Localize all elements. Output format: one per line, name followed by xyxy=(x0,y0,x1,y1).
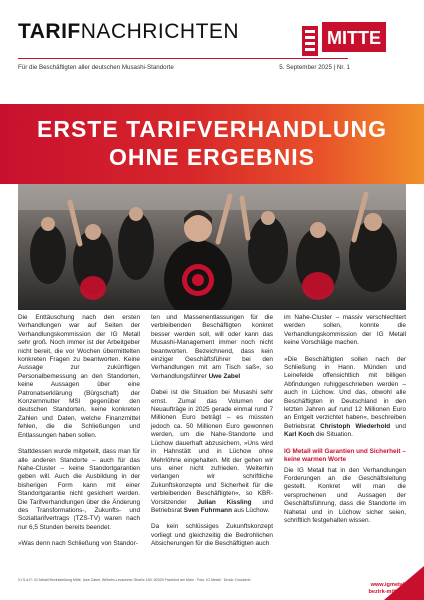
paragraph-text: Dabei ist die Situation bei Musashi sehr ernst. Zumal das Volumen der Neuaufträge in 2025 gerade einmal rund 7 Millionen Euro beträgt – es müssten jedoch ca. 50 Millionen Euro gewonnen werden, um die Nahe-Standorte und Lüchow dauerhaft abzusichern, »Uns wird in Hahnstätt und in Lüchow ohne Mehrlöhne eingehalten. Mit der gehen wir uns einer nicht zufrieden. Weiterhin verlangen wir schriftliche Zukunftskonzepte und Sicherheit für die verbleibenden Beschäftigten«, so KBR-Vorsitzender xyxy=(151,389,273,506)
article-column-2 xyxy=(151,314,273,557)
section-subheading xyxy=(284,448,406,465)
paragraph-text: ten und Massenentlassungen für die verbleibenden Beschäftigten konkret besser werden soll, will oder kann das Musashi-Management immer noch nicht beantworten. Bezeichnend, dass kein einziger Geschäftsführer bei den Verhandlungen mit am Tisch saß«, so Verhandlungsführer xyxy=(151,314,273,380)
publication-title xyxy=(18,20,239,44)
corner-accent xyxy=(384,566,424,600)
region-wordmark xyxy=(322,18,386,58)
person-name: Julian Kissling xyxy=(197,498,252,506)
paragraph-text: und xyxy=(395,422,406,430)
person-name: Christoph Wiederhold xyxy=(320,422,391,430)
paragraph-text: »Die Beschäftigten sollen nach der Schließung in Hann. Münden und Leinefelde offensichtlich mit billigen Abfindungen ruhiggeschrieben werden – auch in Lüchow. Und das, obwohl alle Beschäftigten in Deutschland in den letzten Jahren auf rund 12 Millionen Euro an Entgelt verzichtet haben«, beschreiben Betriebsrat xyxy=(284,355,406,430)
issue-date: 5. September 2025 | Nr. 1 xyxy=(279,64,350,71)
paragraph: im Nahe-Cluster – massiv verschlechtert werden sollen, konnte die Verhandlungskommission der IG Metall keine Vorschläge machen. xyxy=(284,314,406,347)
paragraph xyxy=(151,389,273,515)
paragraph: Die IG Metall hat in den Verhandlungen Forderungen an die Geschäftsleitung gestellt. Konkret will man die versprochenen und Aussagen der Geschäftsführung, dass die Standorte im Nahetal und in Lüchow sicher seien, schriftlich festgehalten wissen. xyxy=(284,466,406,524)
url-line-1: www.igmetall- xyxy=(370,582,408,588)
paragraph xyxy=(284,356,406,440)
article-column-3 xyxy=(284,314,406,533)
audience-line: Für die Beschäftigten aller deutschen Musashi-Standorte xyxy=(18,64,174,71)
paragraph xyxy=(151,314,273,381)
person-name: Sven Fuhrmann xyxy=(183,506,232,514)
paragraph: Die Enttäuschung nach den ersten Verhandlungen war auf Seiten der Verhandlungskommission der IG Metall sehr groß. Noch immer ist der Arbeitgeber nicht bereit, die vor Wochen übermittelten konkreten Fragen zu beantworten. Keine Aussage zur zukünftigen Personalbemessung an den Standorten, keine Aussagen über eine Patronatserklärung (Bürgschaft) der Konzernmutter MSI gegenüber den deutschen Standorten, keine konkreten Zahlen und Daten, welche Finanzmittel fehlen, die die Schließungen und Entlassungen haben sollen. xyxy=(18,314,140,439)
paragraph-text: und Betriebsrat xyxy=(151,498,274,514)
masthead-rule xyxy=(18,58,348,59)
subheading-line-2: keine warmen Worte xyxy=(284,456,347,464)
paragraph: »Was denn nach Schließung von Standor- xyxy=(18,540,138,548)
imprint: V.i.S.d.P.: IG Metall Bezirksleitung Mitte, Uwe Zabel, Wilhelm-Leuschner-Straße 169, 60329 Frankfurt am Main · Foto: IG Metall · Druck: Druckerei xyxy=(18,578,251,582)
paragraph: Stattdessen wurde mitgeteilt, dass man für alle anderen Standorte – auch für das Nahe-Cluster – keine Standortgarantien geben will. Auch die Ausbildung in der bisherigen Form kann mit einer Standortgarantie nicht gesichert werden. Die Tarifverhandlungen über die Änderung des Transformations-, Zukunfts- und Sozialtarifvertrags (TZS-TV) waren nach nur 6,5 Stunden bereits beendet. xyxy=(18,448,140,531)
paragraph-text: die Situation. xyxy=(315,431,353,439)
paragraph: Da kein schlüssiges Zukunftskonzept vorliegt und gleichzeitig die Bedrohlichen Absicherungen für die Beschäftigten auch xyxy=(151,523,273,548)
article-body xyxy=(18,314,406,576)
headline-line-1: ERSTE TARIFVERHANDLUNG xyxy=(37,116,387,142)
igm-logo-icon xyxy=(302,26,318,56)
paragraph-text: aus Lüchow. xyxy=(233,506,270,514)
article-column-1 xyxy=(18,314,140,557)
headline-line-2: OHNE ERGEBNIS xyxy=(109,144,315,170)
person-name: Karl Koch xyxy=(284,431,315,439)
masthead xyxy=(18,18,408,84)
title-light: NACHRICHTEN xyxy=(80,20,240,43)
headline xyxy=(0,115,424,171)
url-line-2: bezirk-mitte.de xyxy=(368,589,408,595)
subheading-line-1: IG Metall will Garantien und Sicherheit – xyxy=(284,447,406,455)
protest-photo xyxy=(18,184,406,310)
person-name: Uwe Zabel xyxy=(208,372,241,380)
region-label: MITTE xyxy=(327,28,381,48)
title-bold: TARIF xyxy=(18,20,81,43)
